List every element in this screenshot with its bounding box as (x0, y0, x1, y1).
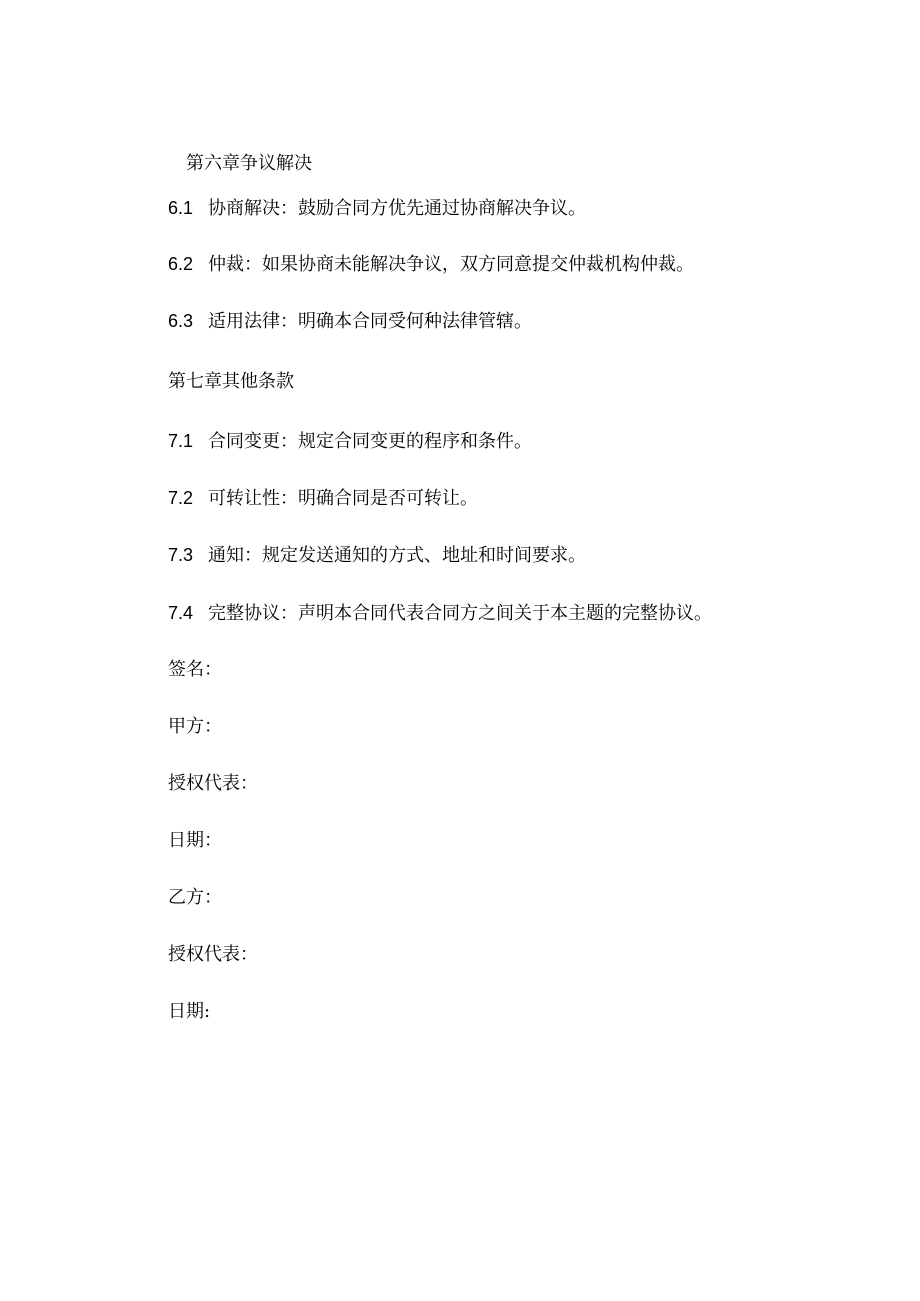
clause-number: 7.2 (168, 488, 194, 508)
party-a-label: 甲方： (168, 716, 222, 737)
clause-text: 仲裁：如果协商未能解决争议，双方同意提交仲裁机构仲裁。 (208, 254, 694, 275)
clause-7-3 (168, 543, 586, 568)
clause-text: 完整协议：声明本合同代表合同方之间关于本主题的完整协议。 (208, 603, 712, 624)
clause-text: 协商解决：鼓励合同方优先通过协商解决争议。 (208, 198, 586, 219)
clause-number: 6.3 (168, 311, 194, 331)
party-a-date-label: 日期： (168, 830, 222, 851)
clause-text: 通知：规定发送通知的方式、地址和时间要求。 (208, 545, 586, 566)
clause-7-4 (168, 601, 712, 626)
party-b-representative-label: 授权代表： (168, 944, 258, 965)
chapter6-title: 第六章争议解决 (186, 153, 312, 174)
clause-text: 合同变更：规定合同变更的程序和条件。 (208, 431, 532, 452)
clause-7-1 (168, 429, 532, 454)
chapter7-title: 第七章其他条款 (168, 371, 294, 392)
clause-number: 7.1 (168, 431, 194, 451)
clause-6-2 (168, 252, 694, 277)
clause-number: 6.2 (168, 254, 194, 274)
signature-heading: 签名： (168, 659, 222, 680)
party-b-date-label: 日期: (168, 1001, 211, 1022)
clause-6-3 (168, 309, 532, 334)
clause-text: 适用法律：明确本合同受何种法律管辖。 (208, 311, 532, 332)
clause-number: 6.1 (168, 198, 194, 218)
clause-6-1 (168, 196, 586, 221)
clause-number: 7.4 (168, 603, 194, 623)
party-b-label: 乙方： (168, 887, 222, 908)
clause-text: 可转让性：明确合同是否可转让。 (208, 488, 478, 509)
clause-number: 7.3 (168, 545, 194, 565)
clause-7-2 (168, 486, 478, 511)
party-a-representative-label: 授权代表： (168, 773, 258, 794)
